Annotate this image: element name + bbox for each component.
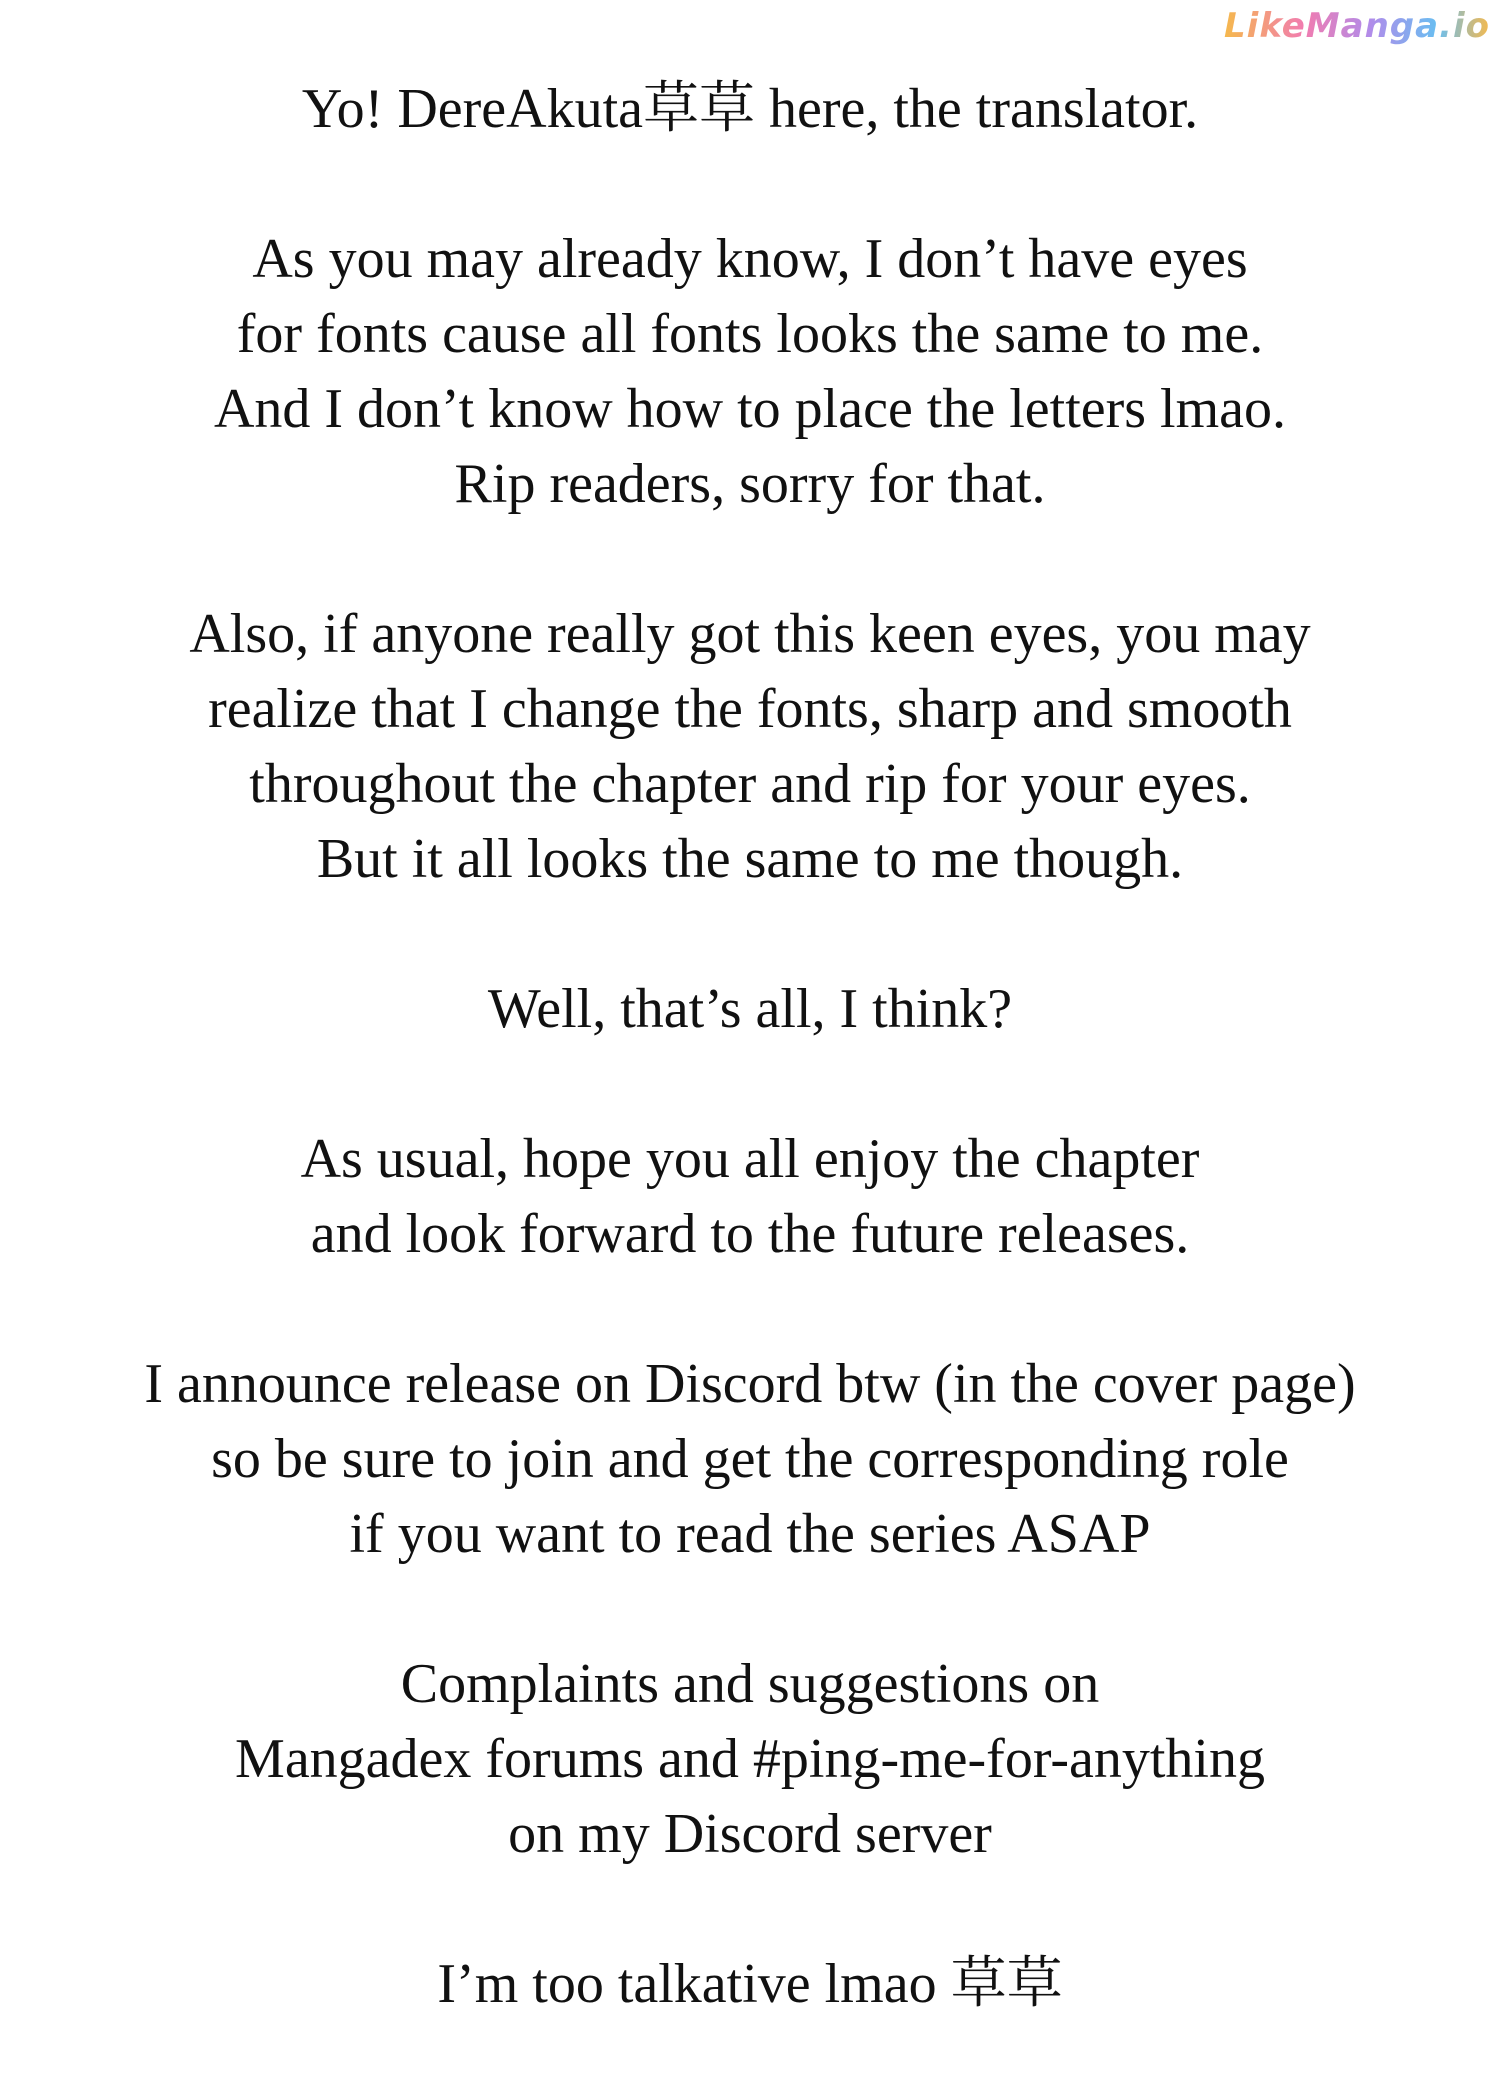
fonts-paragraph [0,222,1500,522]
text-line: Yo! DereAkuta草草 here, the translator. [301,78,1199,140]
watermark-logo: LikeManga.io [1224,6,1490,46]
complaints-paragraph [0,1647,1500,1872]
text-line: Well, that’s all, I think? [487,978,1013,1040]
text-line: As you may already know, I don’t have eyes [252,228,1248,290]
text-line: Mangadex forums and #ping-me-for-anything [235,1728,1265,1790]
enjoy-paragraph [0,1122,1500,1272]
text-line: and look forward to the future releases. [310,1203,1190,1265]
text-line: As usual, hope you all enjoy the chapter [300,1128,1200,1190]
keen-eyes-paragraph [0,597,1500,897]
text-line: on my Discord server [508,1803,992,1865]
text-line: I announce release on Discord btw (in the cover page) [144,1353,1356,1415]
text-line: And I don’t know how to place the letters lmao. [213,378,1287,440]
text-line: Rip readers, sorry for that. [454,453,1046,515]
text-line: if you want to read the series ASAP [349,1503,1151,1565]
discord-paragraph [0,1347,1500,1572]
text-line: I’m too talkative lmao 草草 [437,1953,1063,2015]
text-line: Complaints and suggestions on [400,1653,1100,1715]
text-line: for fonts cause all fonts looks the same to me. [236,303,1264,365]
text-line: But it all looks the same to me though. [316,828,1184,890]
greeting-paragraph [0,72,1500,147]
closing-paragraph [0,1947,1500,2022]
translator-note [0,72,1500,2097]
thats-all-paragraph [0,972,1500,1047]
text-line: Also, if anyone really got this keen eyes, you may [189,603,1311,665]
text-line: so be sure to join and get the corresponding role [211,1428,1289,1490]
text-line: realize that I change the fonts, sharp and smooth [208,678,1292,740]
text-line: throughout the chapter and rip for your eyes. [249,753,1251,815]
